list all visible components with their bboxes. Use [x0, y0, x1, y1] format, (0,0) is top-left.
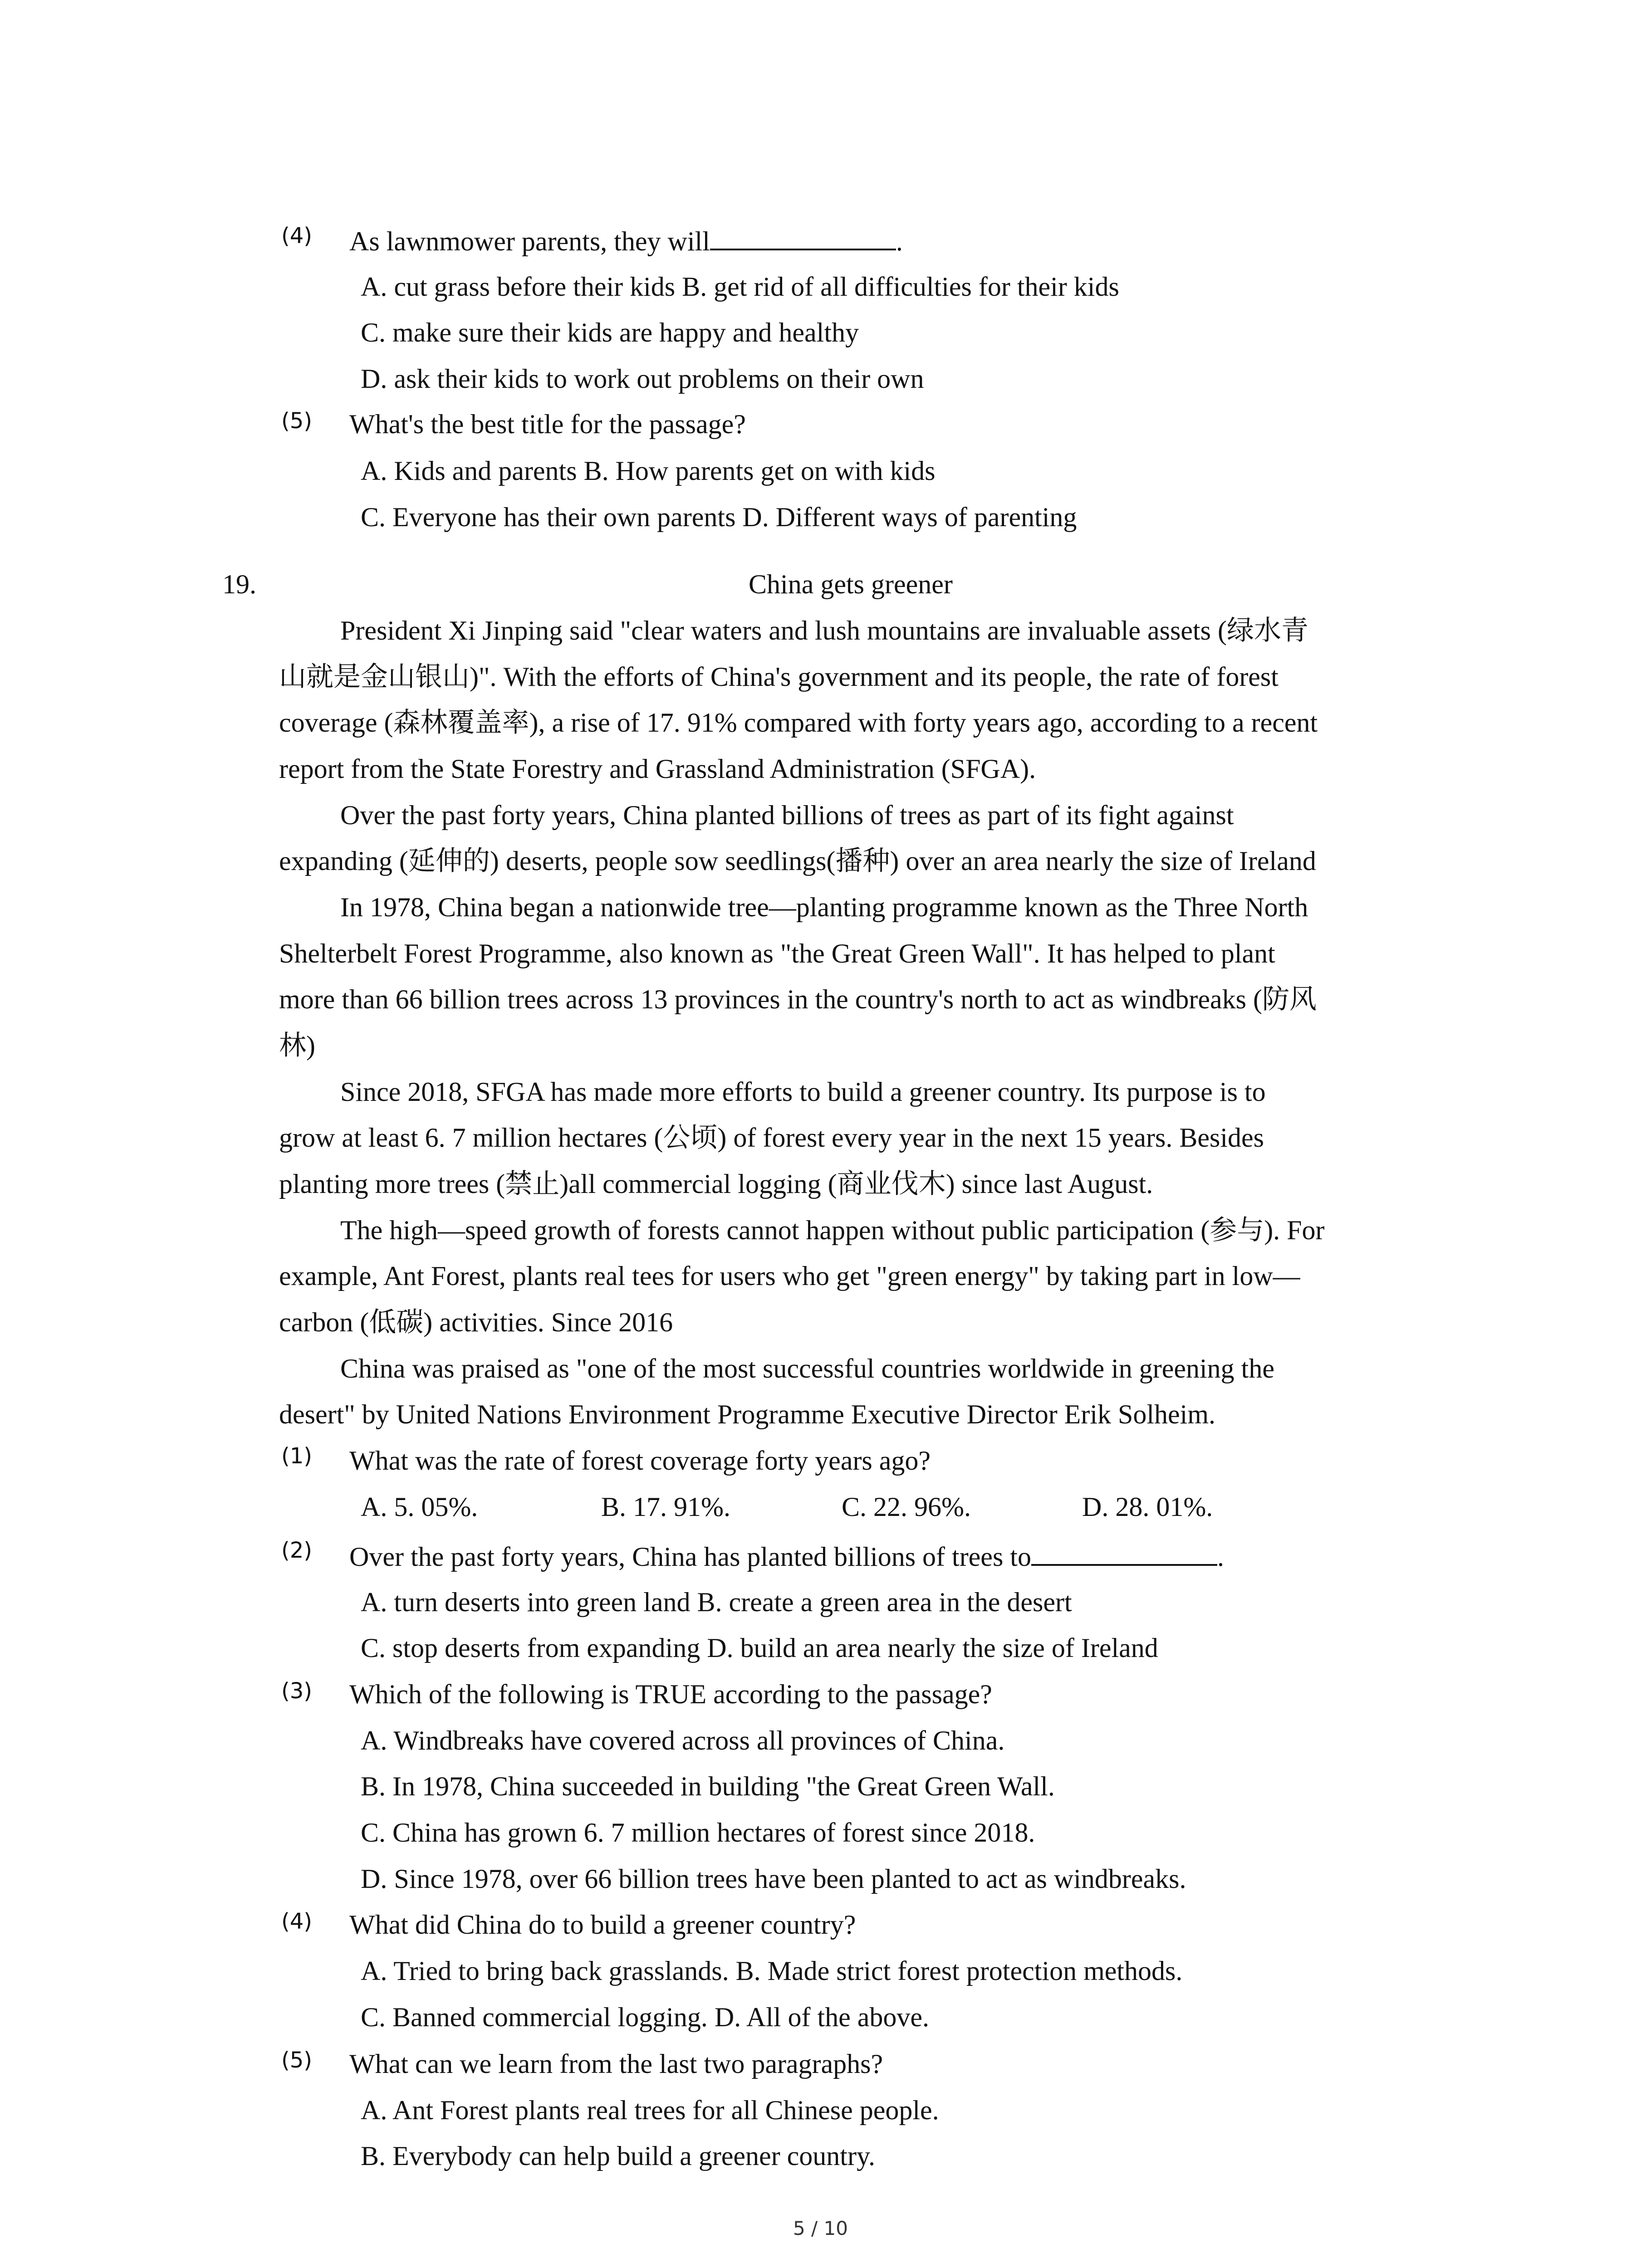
answer-blank [1031, 1538, 1217, 1566]
option-line: C. Everyone has their own parents D. Different ways of parenting [361, 502, 1077, 532]
passage-line: In 1978, China began a nationwide tree—planting programme known as the Three North [340, 892, 1308, 922]
answer-blank [710, 222, 896, 250]
question-stem: What's the best title for the passage? [349, 409, 746, 439]
question-stem-text: Over the past forty years, China has planted billions of trees to [349, 1542, 1031, 1572]
passage-line: planting more trees (禁止)all commercial logging (商业伐木) since last August. [279, 1169, 1153, 1199]
question-stem: What did China do to build a greener country? [349, 1910, 856, 1940]
option-line: A. Windbreaks have covered across all provinces of China. [361, 1725, 1005, 1755]
passage-title: China gets greener [749, 569, 953, 599]
option-line: C. Banned commercial logging. D. All of the above. [361, 2002, 930, 2032]
passage-line: report from the State Forestry and Grassland Administration (SFGA). [279, 754, 1036, 784]
question-stem-end: . [1217, 1542, 1224, 1572]
passage-line: China was praised as "one of the most successful countries worldwide in greening the [340, 1354, 1274, 1383]
passage-line: desert" by United Nations Environment Programme Executive Director Erik Solheim. [279, 1399, 1215, 1429]
passage-number: 19. [222, 569, 256, 599]
option-line: B. Everybody can help build a greener country. [361, 2141, 876, 2171]
option-line: A. Ant Forest plants real trees for all Chinese people. [361, 2095, 939, 2125]
option-b: B. 17. 91%. [601, 1492, 730, 1522]
option-d: D. 28. 01%. [1082, 1492, 1213, 1522]
passage-line: Since 2018, SFGA has made more efforts to build a greener country. Its purpose is to [340, 1077, 1266, 1107]
passage-line: more than 66 billion trees across 13 provinces in the country's north to act as windbreaks (防风 [279, 984, 1317, 1014]
question-stem: Which of the following is TRUE according to the passage? [349, 1679, 992, 1709]
passage-line: carbon (低碳) activities. Since 2016 [279, 1307, 673, 1337]
option-line: C. stop deserts from expanding D. build an area nearly the size of Ireland [361, 1633, 1158, 1663]
option-line: A. cut grass before their kids B. get rid of all difficulties for their kids [361, 272, 1119, 302]
option-line: A. Tried to bring back grasslands. B. Made strict forest protection methods. [361, 1956, 1183, 1986]
question-stem [349, 1538, 1224, 1575]
question-stem: What was the rate of forest coverage forty years ago? [349, 1446, 931, 1476]
option-line: A. Kids and parents B. How parents get on with kids [361, 456, 936, 486]
question-stem [349, 222, 903, 259]
question-number: (4) [281, 1909, 312, 1934]
question-number: (1) [281, 1443, 312, 1469]
passage-line: coverage (森林覆盖率), a rise of 17. 91% compared with forty years ago, according to a recent [279, 708, 1318, 738]
option-line: C. China has grown 6. 7 million hectares of forest since 2018. [361, 1818, 1035, 1848]
passage-line: 林) [279, 1031, 315, 1061]
passage-line: example, Ant Forest, plants real tees for users who get "green energy" by taking part in low— [279, 1261, 1300, 1291]
question-number: (3) [281, 1678, 312, 1704]
option-line: D. Since 1978, over 66 billion trees have been planted to act as windbreaks. [361, 1864, 1186, 1894]
option-c: C. 22. 96%. [842, 1492, 971, 1522]
option-line: D. ask their kids to work out problems on their own [361, 364, 924, 394]
question-number: (4) [281, 223, 312, 249]
passage-line: The high—speed growth of forests cannot happen without public participation (参与). For [340, 1215, 1325, 1245]
passage-line: Over the past forty years, China planted billions of trees as part of its fight against [340, 800, 1234, 830]
option-line: B. In 1978, China succeeded in building "the Great Green Wall. [361, 1771, 1055, 1801]
question-number: (5) [281, 408, 312, 434]
question-stem-text: As lawnmower parents, they will [349, 226, 710, 256]
passage-line: President Xi Jinping said "clear waters and lush mountains are invaluable assets (绿水青 [340, 616, 1309, 645]
question-number: (5) [281, 2048, 312, 2073]
passage-line: 山就是金山银山)". With the efforts of China's government and its people, the rate of forest [279, 662, 1279, 692]
passage-line: Shelterbelt Forest Programme, also known as "the Great Green Wall". It has helped to plant [279, 938, 1275, 968]
option-a: A. 5. 05%. [361, 1492, 478, 1522]
passage-line: grow at least 6. 7 million hectares (公顷) of forest every year in the next 15 years. Besides [279, 1123, 1264, 1153]
page-number: 5 / 10 [793, 2217, 848, 2239]
question-stem-end: . [896, 226, 903, 256]
question-number: (2) [281, 1538, 312, 1563]
option-line: A. turn deserts into green land B. create a green area in the desert [361, 1587, 1072, 1617]
passage-line: expanding (延伸的) deserts, people sow seedlings(播种) over an area nearly the size of Ireland [279, 846, 1316, 876]
option-line: C. make sure their kids are happy and healthy [361, 318, 859, 347]
question-stem: What can we learn from the last two paragraphs? [349, 2049, 883, 2079]
